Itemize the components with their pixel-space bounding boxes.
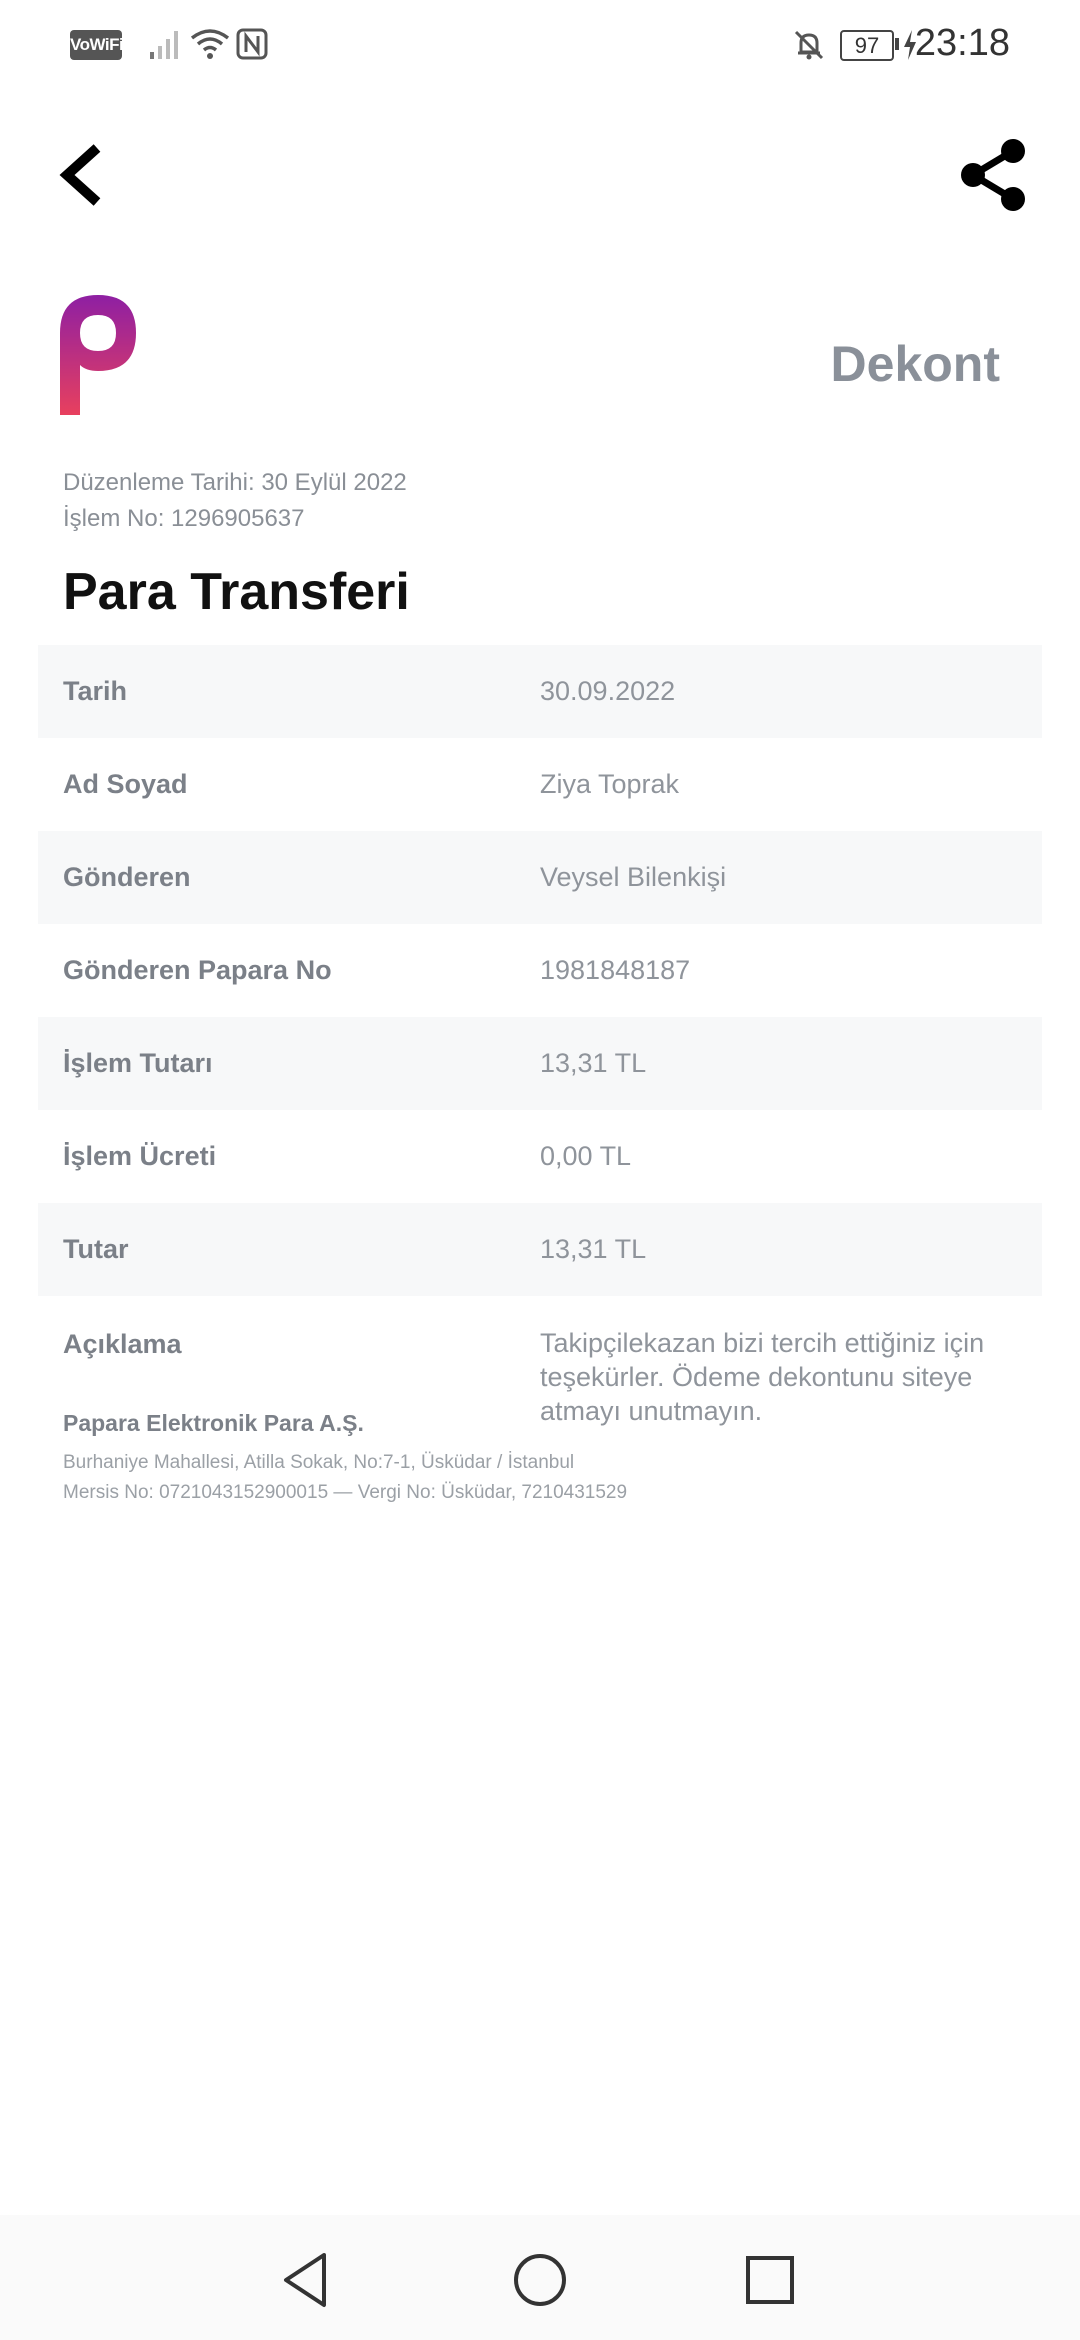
system-nav-bar — [0, 2215, 1080, 2340]
row-value: 0,00 TL — [540, 1141, 632, 1171]
papara-p-logo — [60, 295, 140, 415]
nav-home-button[interactable] — [505, 2245, 575, 2315]
table-row — [38, 1110, 1042, 1203]
share-button[interactable] — [955, 135, 1035, 215]
table-row — [38, 1017, 1042, 1110]
status-bar — [0, 0, 1080, 90]
table-row — [38, 1203, 1042, 1296]
row-label: İşlem Ücreti — [63, 1141, 217, 1171]
circle-home-icon — [505, 2245, 575, 2315]
table-row — [38, 924, 1042, 1017]
triangle-back-icon — [272, 2245, 342, 2315]
share-icon — [955, 135, 1035, 215]
nav-back-button[interactable] — [272, 2245, 342, 2315]
row-label: Gönderen Papara No — [63, 955, 332, 985]
nav-recents-button[interactable] — [735, 2245, 805, 2315]
row-label: Gönderen — [63, 862, 191, 892]
table-row — [38, 738, 1042, 831]
receipt-meta — [63, 465, 407, 537]
clock: 23:18 — [914, 22, 1010, 64]
table-row — [38, 831, 1042, 924]
cellular-signal-icon — [148, 28, 184, 60]
page-title: Para Transferi — [63, 563, 410, 621]
document-type: Dekont — [830, 336, 1000, 392]
row-label: Tutar — [63, 1234, 129, 1264]
row-label: Ad Soyad — [63, 769, 188, 799]
row-label: İşlem Tutarı — [63, 1048, 213, 1078]
row-value: 30.09.2022 — [540, 676, 676, 706]
row-value: Ziya Toprak — [540, 769, 680, 799]
battery-level: 97 — [840, 30, 894, 61]
vowifi-badge: VoWiFi — [70, 30, 122, 60]
chevron-left-icon — [55, 140, 115, 210]
back-button[interactable] — [55, 140, 115, 210]
row-value: 1981848187 — [540, 955, 691, 985]
table-row — [38, 645, 1042, 738]
row-label: Açıklama — [63, 1329, 182, 1359]
notifications-off-icon — [792, 28, 826, 62]
row-value: 13,31 TL — [540, 1234, 647, 1264]
row-label: Tarih — [63, 676, 128, 706]
battery-tip — [895, 38, 899, 50]
company-address — [63, 1448, 627, 1508]
row-value: Veysel Bilenkişi — [540, 862, 727, 892]
row-value: 13,31 TL — [540, 1048, 647, 1078]
nfc-icon — [236, 28, 268, 60]
wifi-icon — [190, 28, 230, 60]
registry-line: Mersis No: 0721043152900015 — Vergi No: Üsküdar, 7210431529 — [63, 1482, 628, 1503]
transaction-number: İşlem No: 1296905637 — [63, 505, 305, 532]
square-recents-icon — [735, 2245, 805, 2315]
company-name: Papara Elektronik Para A.Ş. — [63, 1410, 364, 1436]
issue-date: Düzenleme Tarihi: 30 Eylül 2022 — [63, 469, 407, 496]
row-value: Takipçilekazan bizi tercih ettiğiniz için teşekürler. Ödeme dekontunu siteye atmayı unutmayın. — [540, 1328, 985, 1426]
address-line: Burhaniye Mahallesi, Atilla Sokak, No:7-1, Üsküdar / İstanbul — [63, 1452, 575, 1473]
